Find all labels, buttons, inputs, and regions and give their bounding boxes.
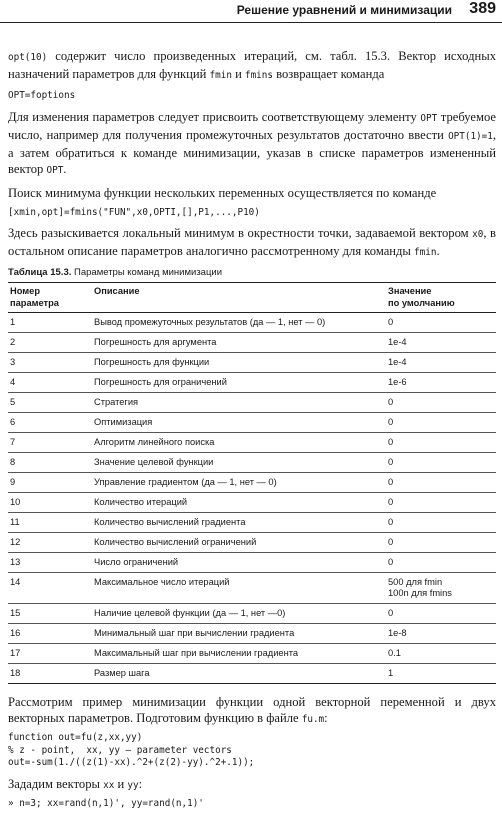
inline-code: OPT(1)=1 xyxy=(448,130,493,142)
text: Для изменения параметров следует присвоить соответствующему элементу xyxy=(8,109,421,124)
paragraph-search-minimum: Поиск минимума функции нескольких переменных осуществляется по команде xyxy=(8,185,437,200)
header-default-value xyxy=(386,283,496,313)
cell-param-number: 15 xyxy=(8,604,92,624)
cell-param-number: 7 xyxy=(8,433,92,453)
cell-description: Погрешность для ограничений xyxy=(92,373,386,393)
inline-code: fmin xyxy=(209,70,232,81)
cell-description: Минимальный шаг при вычислении градиента xyxy=(92,624,386,644)
cell-description: Управление градиентом (да — 1, нет — 0) xyxy=(92,473,386,493)
cell-param-number: 11 xyxy=(8,513,92,533)
cell-param-number: 12 xyxy=(8,533,92,553)
cell-description: Максимальное число итераций xyxy=(92,573,386,604)
cell-description: Погрешность для функции xyxy=(92,353,386,373)
cell-param-number: 6 xyxy=(8,413,92,433)
cell-default-value: 0 xyxy=(386,413,496,433)
cell-default-value: 0 xyxy=(386,493,496,513)
cell-param-number: 17 xyxy=(8,644,92,664)
cell-description: Вывод промежуточных результатов (да — 1, нет — 0) xyxy=(92,313,386,333)
table-caption-number: Таблица 15.3. xyxy=(8,267,72,278)
table-row xyxy=(8,513,496,533)
cell-default-value: 0 xyxy=(386,393,496,413)
table-row xyxy=(8,533,496,553)
paragraph-example xyxy=(8,694,496,728)
cell-default-value: 0.1 xyxy=(386,644,496,664)
inline-code: yy xyxy=(127,779,139,791)
table-row xyxy=(8,573,496,604)
cell-default-value: 0 xyxy=(386,533,496,553)
text: требуемое число, например для получения промежуточных результатов достаточно ввести xyxy=(8,109,496,142)
paragraph-vectors xyxy=(8,776,496,794)
text: : xyxy=(138,776,143,791)
inline-code: fmins xyxy=(244,70,273,81)
page-header xyxy=(0,0,502,23)
table-row xyxy=(8,453,496,473)
table-row xyxy=(8,333,496,353)
cell-default-value: 0 xyxy=(386,433,496,453)
table-row xyxy=(8,644,496,664)
inline-code: OPT xyxy=(420,112,438,124)
cell-description: Число ограничений xyxy=(92,553,386,573)
paragraph-local-minimum xyxy=(8,225,496,261)
text: и xyxy=(114,776,128,791)
text: . xyxy=(436,244,440,258)
inline-code: fmin xyxy=(414,247,437,258)
table-row xyxy=(8,313,496,333)
cell-param-number: 3 xyxy=(8,353,92,373)
text: , в остальном описание параметров аналогично рассмотренному для команды xyxy=(8,226,496,258)
cell-default-value: 0 xyxy=(386,473,496,493)
code-fmins: [xmin,opt]=fmins("FUN",x0,OPTI,[],P1,...,P10) xyxy=(8,206,260,218)
cell-default-value: 1e-6 xyxy=(386,373,496,393)
cell-param-number: 2 xyxy=(8,333,92,353)
cell-param-number: 18 xyxy=(8,664,92,684)
table-row xyxy=(8,393,496,413)
table-header-row xyxy=(8,283,496,313)
cell-description: Стратегия xyxy=(92,393,386,413)
table-row xyxy=(8,624,496,644)
cell-description: Значение целевой функции xyxy=(92,453,386,473)
text: возвращает команда xyxy=(272,67,385,81)
page-number: 389 xyxy=(469,0,496,17)
cell-description: Наличие целевой функции (да — 1, нет —0) xyxy=(92,604,386,624)
cell-description: Погрешность для аргумента xyxy=(92,333,386,353)
inline-code: fu.m xyxy=(301,714,325,725)
parameters-table xyxy=(8,282,496,684)
table-caption-text: Параметры команд минимизации xyxy=(71,267,223,278)
text: Рассмотрим пример минимизации функции одной векторной переменной и двух векторных параметров. Подготовим функцию в файле xyxy=(8,695,496,725)
header-description xyxy=(92,283,386,313)
page-content xyxy=(8,48,496,816)
header-text: Значение по умолчанию xyxy=(388,286,455,308)
table-body xyxy=(8,313,496,684)
table-row xyxy=(8,493,496,513)
header-text: Номер параметра xyxy=(10,286,59,308)
table-row xyxy=(8,373,496,393)
cell-default-value: 1e-4 xyxy=(386,333,496,353)
inline-code: xx xyxy=(103,779,115,791)
cell-param-number: 1 xyxy=(8,313,92,333)
paragraph-opt10 xyxy=(8,48,496,84)
cell-default-value: 0 xyxy=(386,313,496,333)
text: Зададим векторы xyxy=(8,776,104,791)
table-row xyxy=(8,413,496,433)
inline-code: opt(10) xyxy=(8,52,48,63)
cell-default-value: 0 xyxy=(386,513,496,533)
text: содержит число произведенных итераций, см. табл. 15.3. Вектор исходных назначений параметров для функций xyxy=(8,49,496,81)
cell-param-number: 4 xyxy=(8,373,92,393)
cell-description: Оптимизация xyxy=(92,413,386,433)
cell-param-number: 10 xyxy=(8,493,92,513)
table-row xyxy=(8,664,496,684)
cell-param-number: 14 xyxy=(8,573,92,604)
cell-default-value: 1e-8 xyxy=(386,624,496,644)
cell-default-value: 0 xyxy=(386,553,496,573)
code-vectors: » n=3; xx=rand(n,1)', yy=rand(n,1)' xyxy=(8,797,204,809)
cell-default-value: 1e-4 xyxy=(386,353,496,373)
cell-description: Алгоритм линейного поиска xyxy=(92,433,386,453)
cell-description: Максимальный шаг при вычислении градиента xyxy=(92,644,386,664)
table-row xyxy=(8,433,496,453)
cell-description: Размер шага xyxy=(92,664,386,684)
text: Здесь разыскивается локальный минимум в окрестности точки, задаваемой вектором xyxy=(8,226,473,240)
text: , а затем обратиться к команде минимизации, указав в списке параметров измененный вектор xyxy=(8,127,496,176)
paragraph-change-params xyxy=(8,109,496,179)
code-foptions: OPT=foptions xyxy=(8,90,76,101)
code-fu-function: function out=fu(z,xx,yy) % z - point, xx, yy – parameter vectors out=-sum(1./((z(1)-xx).^2+(z(2)-yy).^2+.1)); xyxy=(8,732,255,768)
cell-param-number: 13 xyxy=(8,553,92,573)
cell-default-value: 1 xyxy=(386,664,496,684)
cell-param-number: 9 xyxy=(8,473,92,493)
cell-description: Количество итераций xyxy=(92,493,386,513)
table-row xyxy=(8,604,496,624)
cell-description: Количество вычислений градиента xyxy=(92,513,386,533)
cell-default-value: 500 для fmin 100n для fmins xyxy=(386,573,496,604)
text: . xyxy=(63,161,67,176)
cell-param-number: 8 xyxy=(8,453,92,473)
inline-code: OPT xyxy=(46,164,64,176)
text: : xyxy=(324,711,328,725)
header-param-number xyxy=(8,283,92,313)
table-row xyxy=(8,553,496,573)
cell-description: Количество вычислений ограничений xyxy=(92,533,386,553)
example-section xyxy=(8,694,496,810)
text: и xyxy=(231,67,245,81)
inline-code: x0 xyxy=(472,229,484,240)
table-caption xyxy=(8,267,496,278)
header-text: Описание xyxy=(94,286,140,296)
cell-param-number: 16 xyxy=(8,624,92,644)
table-row xyxy=(8,353,496,373)
cell-default-value: 0 xyxy=(386,604,496,624)
cell-param-number: 5 xyxy=(8,393,92,413)
running-title: Решение уравнений и минимизации xyxy=(236,3,452,17)
table-row xyxy=(8,473,496,493)
cell-default-value: 0 xyxy=(386,453,496,473)
